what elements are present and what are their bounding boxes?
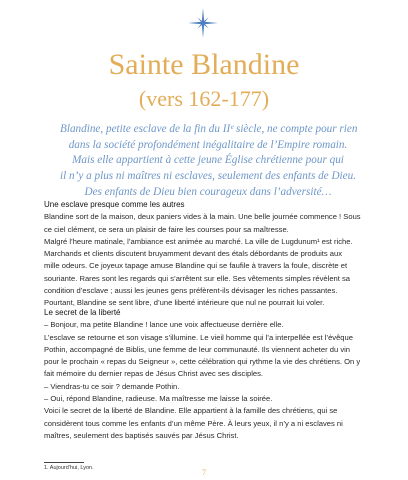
section-esclave [44,199,366,310]
body-line: – Oui, répond Blandine, radieuse. Ma maîtresse me laisse la soirée. [44,394,273,404]
body-line: – Bonjour, ma petite Blandine ! lance une voix affectueuse derrière elle. [44,320,284,330]
body-line: Malgré l’heure matinale, l’ambiance est animée au marché. La ville de Lugdunum¹ est riche. [44,236,353,246]
body-line: Blandine sort de la maison, deux paniers vides à la main. Une belle journée commence ! Sous [44,212,361,222]
intro-paragraph [60,122,356,201]
body-line: condition d’esclave ; aussi les jeunes gens préfèrent-ils dévisager les riches passantes. [44,286,338,296]
body-line: Pourtant, Blandine se sent libre, d’une liberté intérieure que nul ne pourrait lui voler. [44,298,325,308]
body-line: ce ciel clément, ce sera un plaisir de faire les courses pour sa maîtresse. [44,224,289,234]
compass-star-icon [188,8,218,38]
section-heading: Une esclave presque comme les autres [44,200,185,209]
footnote: 1. Aujourd’hui, Lyon. [44,465,94,471]
section-secret [44,307,366,442]
body-line: souriante. Rares sont les regards qui s’arrêtent sur elle. Ses vêtements simples révèlent sa [44,273,351,283]
body-line: Voici le secret de la liberté de Blandine. Elle appartient à la famille des chrétiens, qui se [44,406,338,416]
body-line: Marchands et clients discutent bruyamment devant des étals débordants de produits aux [44,249,343,259]
body-line: fait mémoire du dernier repas de Jésus Christ avec ses disciples. [44,369,264,379]
intro-line: Blandine, petite esclave de la fin du IIᵉ siècle, ne compte pour rien [60,123,358,135]
body-line: considèrent tous comme les enfants d’un même Père. À leurs yeux, il n’y a ni esclaves ni [44,418,343,428]
page-subtitle: (vers 162-177) [138,86,270,111]
body-line: Pothin, accompagné de Biblis, une femme de leur communauté. Ils viennent acheter du vin [44,344,351,354]
page-title: Sainte Blandine [108,48,300,81]
body-line: L’esclave se retourne et son visage s’illumine. Le vieil homme qui l’a interpellée est l’évêque [44,332,353,342]
intro-line: Des enfants de Dieu bien courageux dans l’adversité… [84,185,332,198]
body-line: mille odeurs. Ce joyeux tapage amuse Blandine qui se faufile à travers la foule, discrète et [44,261,348,271]
body-line: – Viendras-tu ce soir ? demande Pothin. [44,381,180,391]
body-line: pour le prochain « repas du Seigneur », cette célébration qui rythme la vie des chrétiens. On y [44,357,361,367]
body-line: maîtres, seulement des baptisés sauvés par Jésus Christ. [44,430,239,440]
footnote-divider [44,462,84,463]
intro-line: dans la société profondément inégalitaire de l’Empire romain. [68,138,348,151]
intro-line: il n’y a plus ni maîtres ni esclaves, seulement des enfants de Dieu. [60,170,356,183]
section-heading: Le secret de la liberté [44,308,121,317]
page-number: 7 [202,468,206,477]
intro-line: Mais elle appartient à cette jeune Église chrétienne pour qui [72,154,344,167]
